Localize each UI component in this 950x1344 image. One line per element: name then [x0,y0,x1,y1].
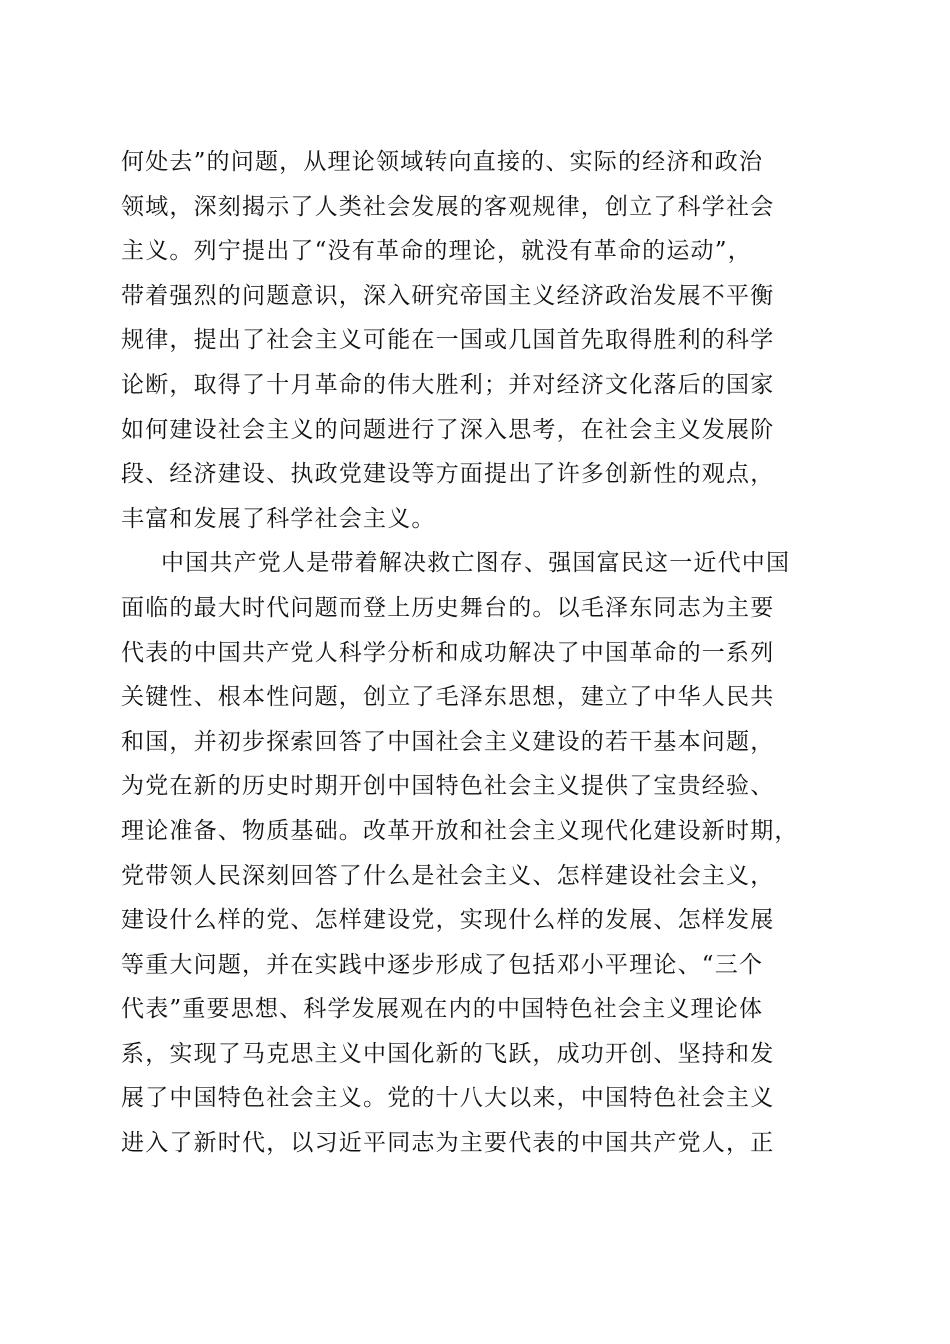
text-line: 系，实现了马克思主义中国化新的飞跃，成功开创、坚持和发 [121,1040,775,1067]
text-line: 主义。列宁提出了“没有革命的理论，就没有革命的运动”， [121,238,752,265]
text-line: 展了中国特色社会主义。党的十八大以来，中国特色社会主义 [121,1085,775,1112]
text-line: 何处去”的问题，从理论领域转向直接的、实际的经济和政治 [121,149,764,175]
text-line: 带着强烈的问题意识，深入研究帝国主义经济政治发展不平衡 [121,282,775,309]
text-line: 论断，取得了十月革命的伟大胜利；并对经济文化落后的国家 [121,371,775,398]
text-line: 为党在新的历史时期开创中国特色社会主义提供了宝贵经验、 [121,773,775,800]
text-line: 如何建设社会主义的问题进行了深入思考，在社会主义发展阶 [121,416,775,443]
text-line: 进入了新时代，以习近平同志为主要代表的中国共产党人，正 [121,1130,775,1157]
text-line: 代表的中国共产党人科学分析和成功解决了中国革命的一系列 [121,639,775,666]
text-line-indented: 中国共产党人是带着解决救亡图存、强国富民这一近代中国 [161,550,791,577]
text-line: 规律，提出了社会主义可能在一国或几国首先取得胜利的科学 [121,327,775,354]
text-line: 关键性、根本性问题，创立了毛泽东思想，建立了中华人民共 [121,684,775,711]
text-line: 建设什么样的党、怎样建设党，实现什么样的发展、怎样发展 [121,907,775,934]
text-line: 理论准备、物质基础。改革开放和社会主义现代化建设新时期， [121,817,799,844]
body-text [121,140,841,1166]
text-line: 党带领人民深刻回答了什么是社会主义、怎样建设社会主义， [121,862,775,889]
text-line: 代表”重要思想、科学发展观在内的中国特色社会主义理论体 [121,996,764,1023]
paragraph-1 [121,140,841,541]
text-line: 段、经济建设、执政党建设等方面提出了许多创新性的观点， [121,461,775,488]
text-line: 丰富和发展了科学社会主义。 [121,505,436,532]
text-line: 和国，并初步探索回答了中国社会主义建设的若干基本问题， [121,728,775,755]
text-line: 等重大问题，并在实践中逐步形成了包括邓小平理论、“三个 [121,951,764,978]
text-line: 领域，深刻揭示了人类社会发展的客观规律，创立了科学社会 [121,193,775,220]
paragraph-2 [121,541,841,1165]
text-line: 面临的最大时代问题而登上历史舞台的。以毛泽东同志为主要 [121,594,775,621]
